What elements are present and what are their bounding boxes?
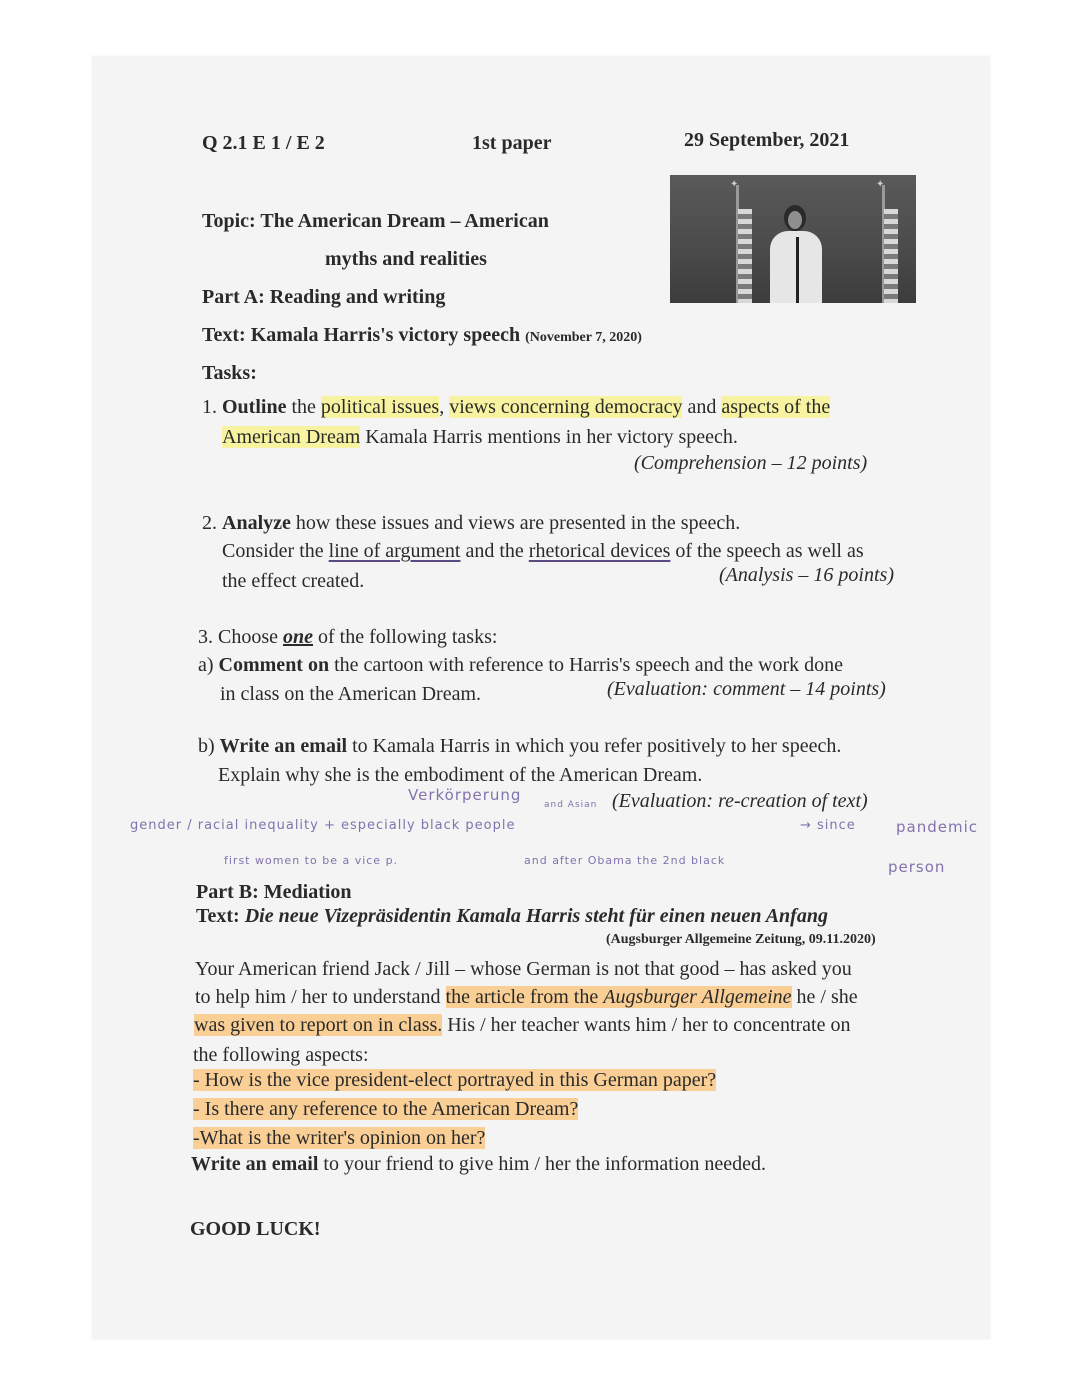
task-3a-line-1 — [198, 654, 843, 677]
part-b-para-3b: His / her teacher wants him / her to concentrate on — [442, 1014, 851, 1036]
note-person: person — [888, 858, 946, 876]
part-a-title: Part A: Reading and writing — [202, 286, 446, 308]
task-3a-text: the cartoon with reference to Harris's speech and the work done — [329, 654, 844, 676]
task-2-text-a: how these issues and views are presented in the speech. — [290, 512, 741, 534]
task-2-verb: Analyze — [222, 512, 291, 534]
task-3b-label: b) — [198, 735, 220, 757]
task-3-intro-a: 3. Choose — [198, 626, 283, 648]
part-b-para-4: the following aspects: — [193, 1044, 369, 1066]
part-b-text — [196, 905, 828, 928]
paper-label: 1st paper — [472, 132, 552, 154]
speech-photo: ✦ ✦ — [670, 175, 916, 303]
highlight-american-dream: American Dream — [222, 426, 361, 448]
task-1-points: (Comprehension – 12 points) — [634, 452, 868, 474]
task-3a-label: a) — [198, 654, 219, 676]
question-3: -What is the writer's opinion on her? — [193, 1127, 486, 1149]
part-b-title: Part B: Mediation — [196, 881, 352, 903]
highlight-report: was given to report on in class. — [194, 1014, 443, 1036]
question-1: - How is the vice president-elect portrayed in this German paper? — [193, 1069, 717, 1091]
course-label: Q 2.1 E 1 / E 2 — [202, 132, 325, 154]
task-3b-verb: Write an email — [219, 735, 348, 757]
part-b-article-title: Die neue Vizepräsidentin Kamala Harris steht für einen neuen Anfang — [244, 905, 828, 927]
highlight-article: the article from the — [445, 986, 604, 1008]
task-2-text-d: of the speech as well as — [670, 540, 864, 562]
highlight-political-issues: political issues — [320, 396, 440, 418]
topic-line-2: myths and realities — [325, 248, 487, 270]
task-2-points: (Analysis – 16 points) — [719, 564, 894, 586]
task-2-text-b: Consider the — [222, 540, 329, 562]
exam-date: 29 September, 2021 — [684, 129, 850, 151]
highlight-aspects: aspects of the — [721, 396, 831, 418]
part-b-para-2 — [195, 986, 858, 1009]
task-3b-line-2: Explain why she is the embodiment of the American Dream. — [218, 764, 703, 786]
highlight-democracy: views concerning democracy — [449, 396, 683, 418]
good-luck: GOOD LUCK! — [190, 1218, 321, 1240]
task-2-text-c: and the — [460, 540, 529, 562]
highlight-augsburger: Augsburger Allgemeine — [603, 986, 792, 1008]
underline-rhetorical-devices: rhetorical devices — [528, 540, 671, 562]
task-2-line-2 — [222, 540, 864, 563]
task-2-line-1 — [202, 512, 740, 535]
tasks-label: Tasks: — [202, 362, 257, 384]
task-1-line-1 — [202, 396, 830, 419]
part-b-para-2a: to help him / her to understand — [195, 986, 446, 1008]
task-3a-verb: Comment on — [218, 654, 330, 676]
task-1-text-d: Kamala Harris mentions in her victory speech. — [360, 426, 738, 448]
part-b-para-2d: he / she — [791, 986, 858, 1008]
part-b-final-text: to your friend to give him / her the information needed. — [318, 1153, 767, 1175]
task-2-line-3: the effect created. — [222, 570, 365, 592]
exam-sheet — [92, 56, 990, 1339]
task-1-number: 1. — [202, 396, 217, 418]
underline-line-of-argument: line of argument — [328, 540, 461, 562]
topic-line-1: Topic: The American Dream – American — [202, 210, 549, 232]
question-2-row — [193, 1098, 578, 1121]
note-inequality: gender / racial inequality + especially black people — [130, 818, 516, 833]
note-verkoerperung: Verkörperung — [408, 786, 522, 804]
task-3b-points: (Evaluation: re-creation of text) — [612, 790, 868, 812]
task-3b-text: to Kamala Harris in which you refer positively to her speech. — [347, 735, 842, 757]
part-b-para-3 — [194, 1014, 850, 1037]
task-3a-line-2: in class on the American Dream. — [220, 683, 482, 705]
task-3-intro-c: of the following tasks: — [313, 626, 498, 648]
question-1-row — [193, 1069, 716, 1092]
part-a-text-label: Text: Kamala Harris's victory speech — [202, 324, 521, 346]
question-2: - Is there any reference to the American Dream? — [193, 1098, 579, 1120]
note-first-woman: first women to be a vice p. — [224, 854, 399, 867]
question-3-row — [193, 1127, 485, 1150]
task-3b-line-1 — [198, 735, 841, 758]
part-a-text — [202, 324, 642, 347]
task-1-text-b: , — [439, 396, 450, 418]
task-2-number: 2. — [202, 512, 217, 534]
task-1-text-a: the — [286, 396, 321, 418]
part-b-para-1: Your American friend Jack / Jill – whose German is not that good – has asked you — [195, 958, 852, 980]
task-3a-points: (Evaluation: comment – 14 points) — [607, 678, 886, 700]
task-3-intro-one: one — [283, 626, 313, 648]
note-pandemic: pandemic — [896, 818, 978, 836]
part-a-text-date: (November 7, 2020) — [525, 330, 642, 345]
task-1-line-2 — [222, 426, 738, 449]
note-obama: and after Obama the 2nd black — [524, 854, 726, 867]
task-1-verb: Outline — [222, 396, 287, 418]
note-since: → since — [800, 818, 856, 833]
note-and-asian: and Asian — [544, 800, 598, 810]
part-b-final-verb: Write an email — [191, 1153, 319, 1175]
task-1-text-c: and — [682, 396, 722, 418]
part-b-final — [191, 1153, 766, 1176]
part-b-source: (Augsburger Allgemeine Zeitung, 09.11.2020) — [606, 932, 876, 947]
part-b-text-label: Text: — [196, 905, 245, 927]
task-3-intro — [198, 626, 497, 649]
